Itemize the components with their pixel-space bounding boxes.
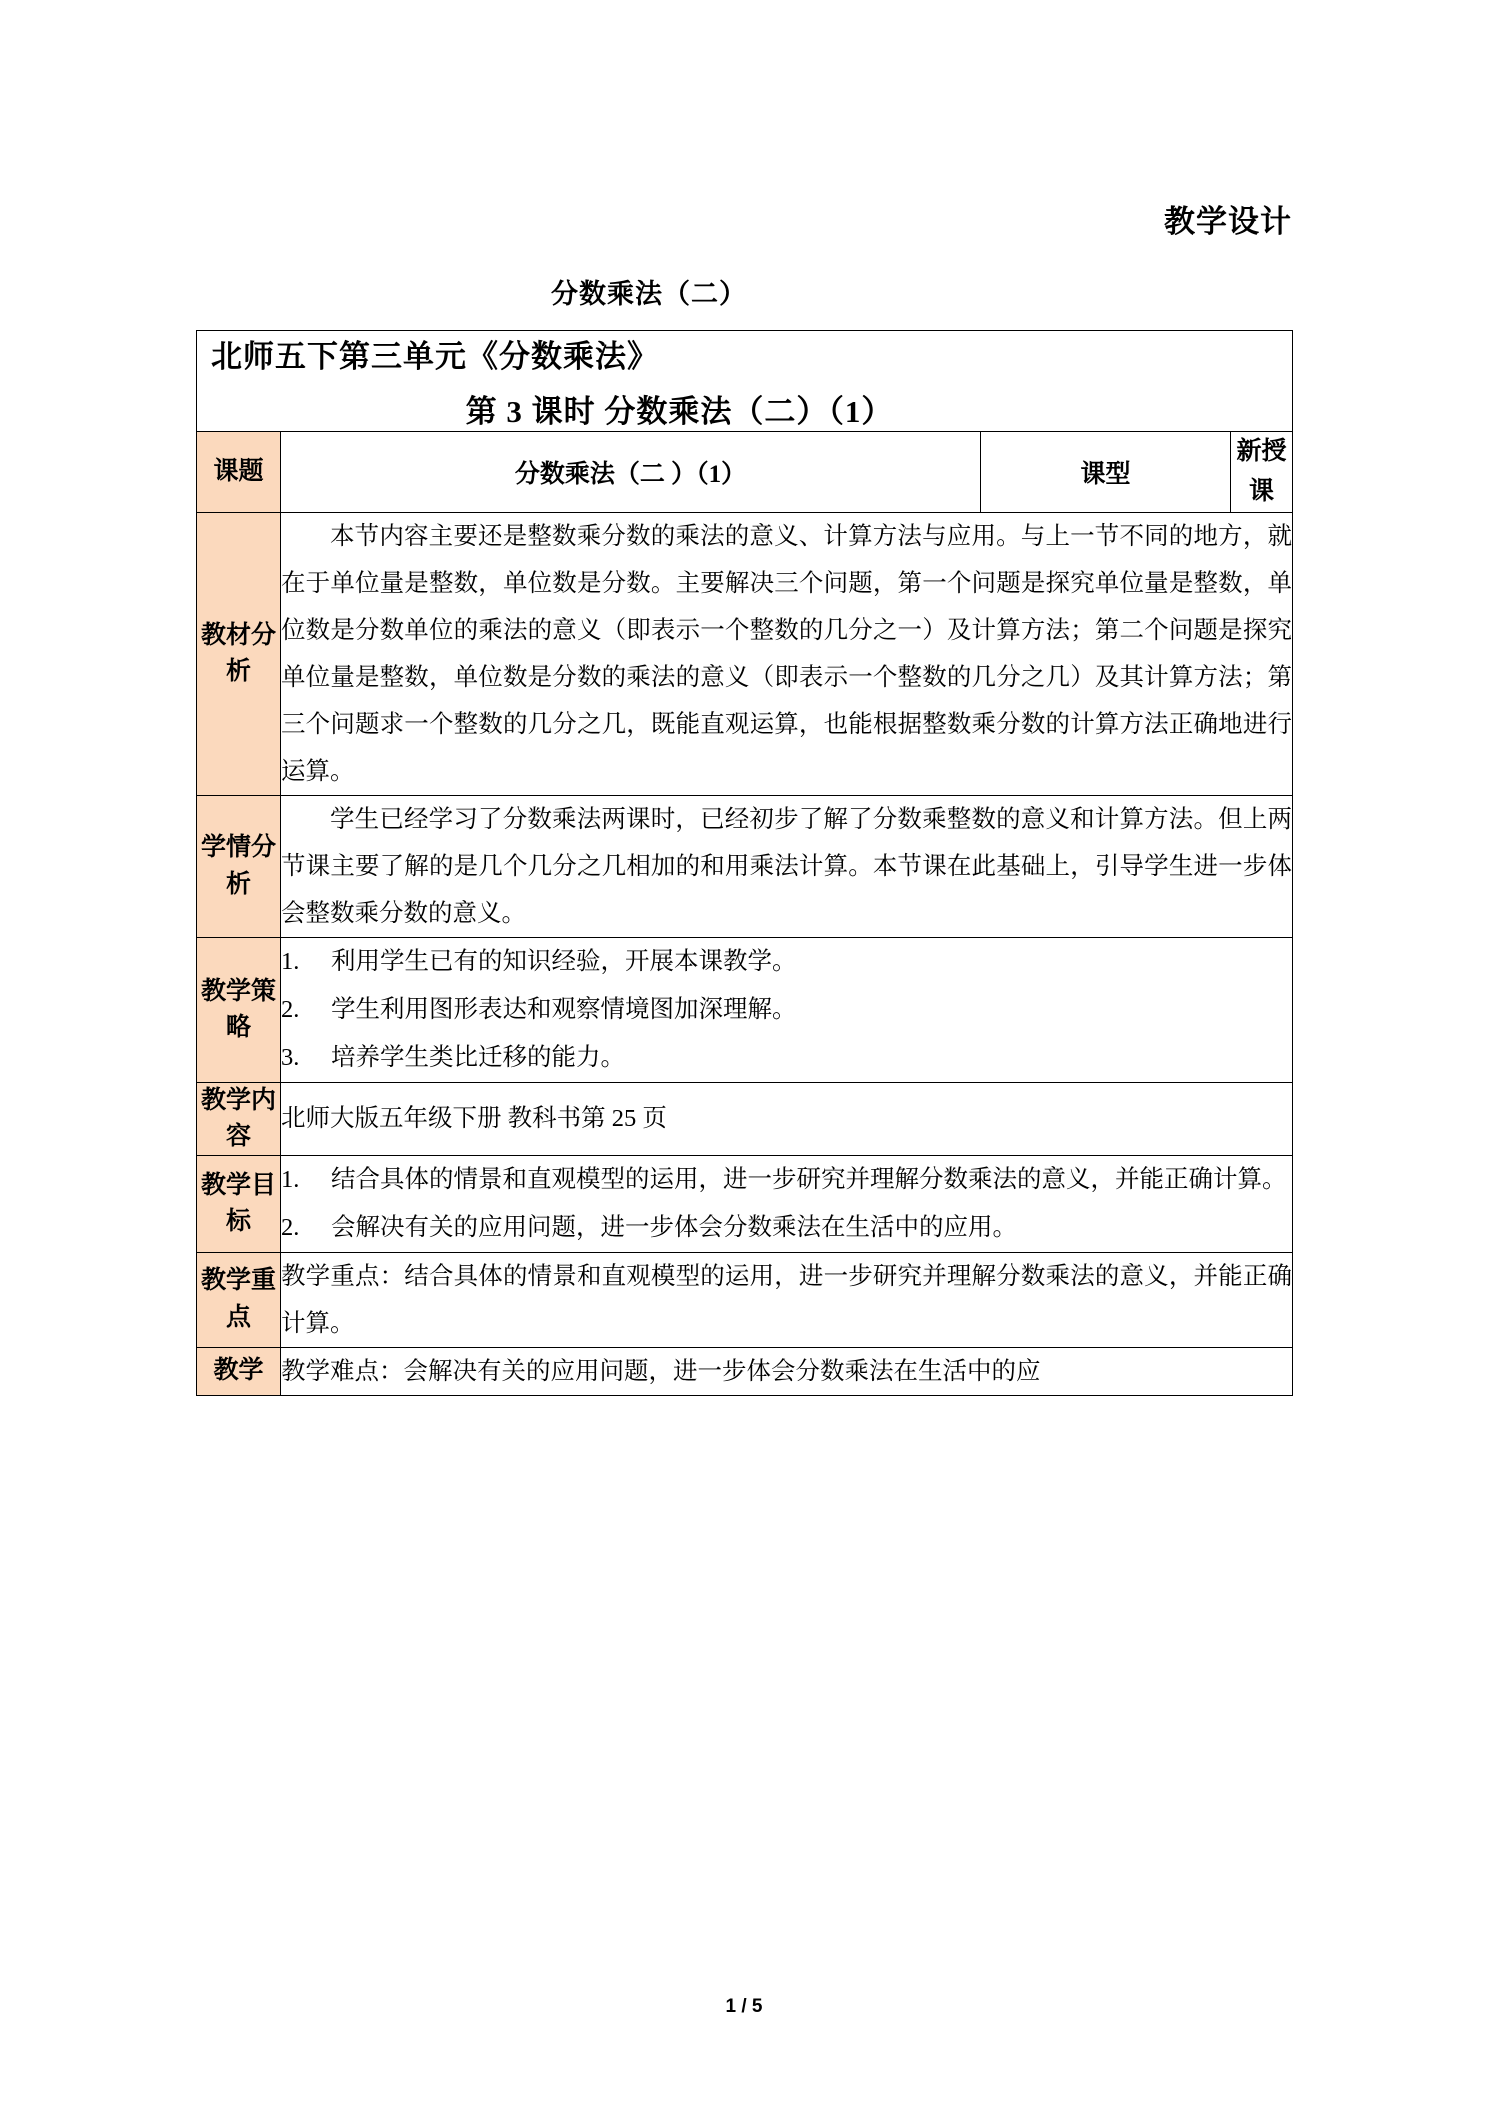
list-item-number: 1. (281, 1166, 300, 1194)
table-row-student-analysis (197, 796, 1293, 938)
teaching-content-text: 北师大版五年级下册 教科书第 25 页 (281, 1105, 667, 1133)
row-label-teaching-content: 教学内容 (197, 1082, 281, 1156)
table-row-banner (197, 331, 1293, 432)
banner-line-2: 第 3 课时 分数乘法（二）（1） (465, 394, 894, 429)
table-row-teaching-goal (197, 1156, 1293, 1253)
lesson-type-label: 课型 (981, 432, 1231, 513)
row-label-student-analysis: 学情分析 (197, 796, 281, 938)
difficulty-content (281, 1347, 1293, 1395)
banner-line-1: 北师五下第三单元《分数乘法》 (211, 339, 659, 374)
student-analysis-paragraph: 学生已经学习了分数乘法两课时，已经初步了解了分数乘整数的意义和计算方法。但上两节课主要了解的是几个几分之几相加的和用乘法计算。本节课在此基础上，引导学生进一步体会整数乘分数的意义。 (281, 806, 1292, 928)
row-label-key-point: 教学重点 (197, 1252, 281, 1347)
banner-cell (197, 331, 1293, 432)
list-item (281, 938, 1292, 986)
material-analysis-paragraph: 本节内容主要还是整数乘分数的乘法的意义、计算方法与应用。与上一节不同的地方，就在于单位量是整数，单位数是分数。主要解决三个问题，第一个问题是探究单位量是整数，单位数是分数单位的乘法的意义（即表示一个整数的几分之一）及计算方法；第二个问题是探究单位量是整数，单位数是分数的乘法的意义（即表示一个整数的几分之几）及其计算方法；第三个问题求一个整数的几分之几，既能直观运算，也能根据整数乘分数的计算方法正确地进行运算。 (281, 523, 1292, 786)
list-item-number: 2. (281, 996, 300, 1024)
table-row-difficulty (197, 1347, 1293, 1395)
list-item (281, 986, 1292, 1034)
subject-value: 分数乘法（二 ）（1） (281, 432, 981, 513)
header-label: 教学设计 (1164, 204, 1292, 239)
difficulty-text: 教学难点：会解决有关的应用问题，进一步体会分数乘法在生活中的应 (281, 1357, 1041, 1385)
table-row-material-analysis (197, 513, 1293, 796)
row-label-material-analysis: 教材分析 (197, 513, 281, 796)
lesson-plan-table (196, 330, 1293, 1396)
page-number: 1 / 5 (725, 1996, 763, 2017)
row-label-teaching-goal: 教学目标 (197, 1156, 281, 1253)
list-item-number: 2. (281, 1213, 300, 1241)
list-item-text: 结合具体的情景和直观模型的运用，进一步研究并理解分数乘法的意义，并能正确计算。 (331, 1166, 1287, 1194)
material-analysis-content (281, 513, 1293, 796)
row-label-subject: 课题 (197, 432, 281, 513)
list-item-number: 1. (281, 948, 300, 976)
key-point-text: 教学重点：结合具体的情景和直观模型的运用，进一步研究并理解分数乘法的意义，并能正确计算。 (281, 1262, 1292, 1337)
row-label-difficulty: 教学 (197, 1347, 281, 1395)
table-row-key-point (197, 1252, 1293, 1347)
list-item (281, 1156, 1292, 1204)
table-row-subject (197, 432, 1293, 513)
key-point-content (281, 1252, 1293, 1347)
lesson-type-value: 新授课 (1231, 432, 1293, 513)
teaching-content-content (281, 1082, 1293, 1156)
table-row-teaching-strategy (197, 938, 1293, 1082)
list-item-text: 学生利用图形表达和观察情境图加深理解。 (331, 996, 797, 1024)
row-label-teaching-strategy: 教学策略 (197, 938, 281, 1082)
list-item-text: 利用学生已有的知识经验，开展本课教学。 (331, 948, 797, 976)
teaching-goal-content (281, 1156, 1293, 1253)
teaching-strategy-content (281, 938, 1293, 1082)
list-item-text: 培养学生类比迁移的能力。 (331, 1043, 625, 1071)
student-analysis-content (281, 796, 1293, 938)
list-item-number: 3. (281, 1043, 300, 1071)
list-item (281, 1034, 1292, 1082)
document-title: 分数乘法（二） (551, 279, 747, 309)
list-item-text: 会解决有关的应用问题，进一步体会分数乘法在生活中的应用。 (331, 1213, 1017, 1241)
table-row-teaching-content (197, 1082, 1293, 1156)
list-item (281, 1204, 1292, 1252)
